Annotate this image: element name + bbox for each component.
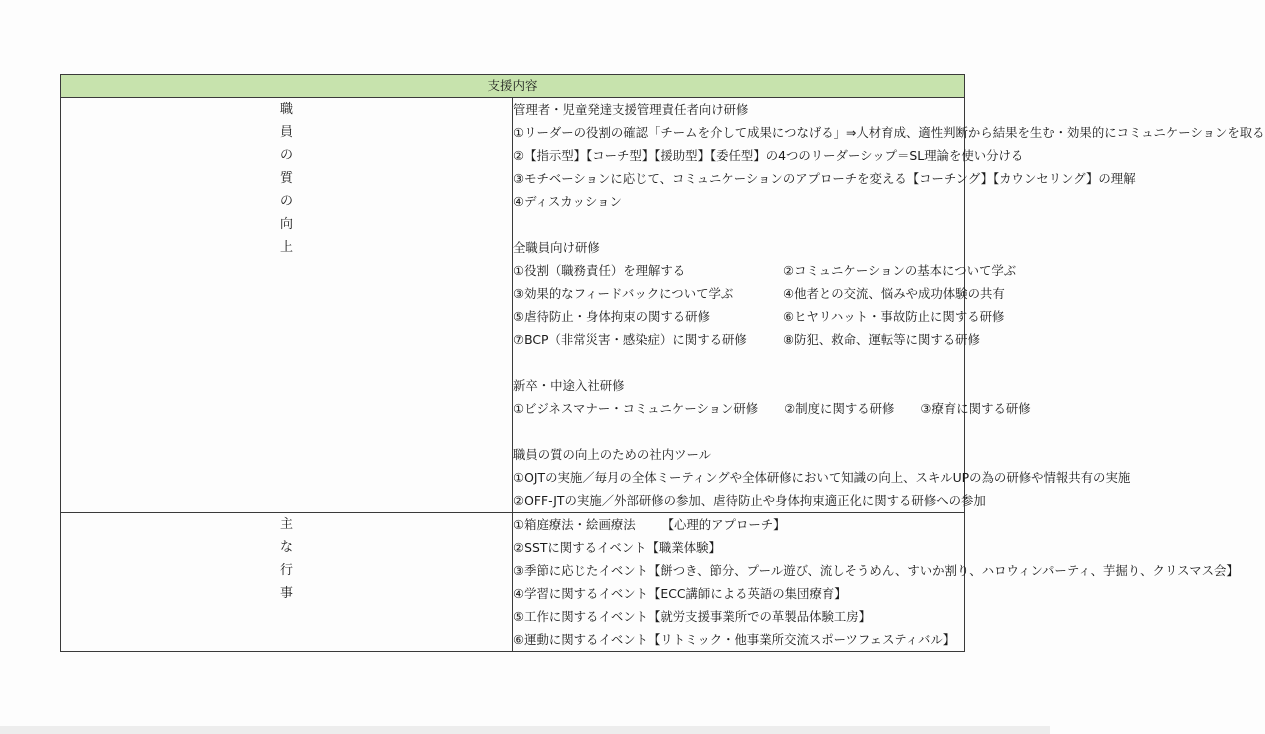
spacer xyxy=(513,351,964,374)
section-content-main-events xyxy=(513,513,1239,652)
event-item xyxy=(513,513,964,536)
new-hire-training-row xyxy=(513,397,1031,420)
section-row-staff-quality xyxy=(61,98,965,513)
section-content-staff-quality xyxy=(513,98,1265,513)
label-char: 上 xyxy=(279,240,293,255)
spacer xyxy=(513,420,964,443)
event-item: ④学習に関するイベント【ECC講師による英語の集団療育】 xyxy=(513,586,847,601)
all-staff-training-row xyxy=(513,305,1005,328)
section-label-staff-quality xyxy=(61,98,513,513)
all-staff-training-row xyxy=(513,328,980,351)
label-char: 主 xyxy=(279,517,293,532)
label-char: 職 xyxy=(279,102,293,117)
block-title-all-staff-training: 全職員向け研修 xyxy=(513,240,600,255)
internal-tool-item: ②OFF-JTの実施／外部研修の参加、虐待防止や身体拘束適正化に関する研修への参加 xyxy=(513,493,986,508)
training-item: ②コミュニケーションの基本について学ぶ xyxy=(783,263,1017,278)
training-item: ⑥ヒヤリハット・事故防止に関する研修 xyxy=(783,309,1005,324)
training-item: ②制度に関する研修 xyxy=(784,401,895,416)
block-title-manager-training: 管理者・児童発達支援管理責任者向け研修 xyxy=(513,102,749,117)
manager-training-item: ③モチベーションに応じて、コミュニケーションのアプローチを変える【コーチング】【カウンセリング】の理解 xyxy=(513,171,1136,186)
manager-training-item: ④ディスカッション xyxy=(513,194,622,209)
all-staff-training-row xyxy=(513,259,1017,282)
page-bottom-edge xyxy=(0,726,1050,734)
spacer xyxy=(513,213,964,236)
label-char: 事 xyxy=(279,586,293,601)
event-item: ②SSTに関するイベント【職業体験】 xyxy=(513,540,721,555)
section-label-main-events xyxy=(61,513,513,652)
training-item: ⑦BCP（非常災害・感染症）に関する研修 xyxy=(513,332,747,347)
label-char: の xyxy=(279,148,293,163)
label-char: 員 xyxy=(279,125,293,140)
label-char: 向 xyxy=(279,217,293,232)
block-title-new-hire-training: 新卒・中途入社研修 xyxy=(513,378,625,393)
all-staff-training-row xyxy=(513,282,1005,305)
training-item: ⑤虐待防止・身体拘束の関する研修 xyxy=(513,309,710,324)
internal-tool-item: ①OJTの実施／毎月の全体ミーティングや全体研修において知識の向上、スキルUPの為の研修や情報共有の実施 xyxy=(513,470,1131,485)
label-char: 質 xyxy=(279,171,293,186)
event-item: ⑤工作に関するイベント【就労支援事業所での革製品体験工房】 xyxy=(513,609,872,624)
training-item: ③療育に関する研修 xyxy=(920,401,1031,416)
event-note: 【心理的アプローチ】 xyxy=(661,517,786,532)
label-char: な xyxy=(279,540,293,555)
section-row-main-events xyxy=(61,513,965,652)
training-item: ⑧防犯、救命、運転等に関する研修 xyxy=(783,332,980,347)
event-item: ③季節に応じたイベント【餅つき、節分、プール遊び、流しそうめん、すいか割り、ハロウィンパーティ、芋掘り、クリスマス会】 xyxy=(513,563,1239,578)
training-item: ①役割（職務責任）を理解する xyxy=(513,263,686,278)
label-char: の xyxy=(279,194,293,209)
manager-training-item: ②【指示型】【コーチ型】【援助型】【委任型】の4つのリーダーシップ＝SL理論を使い分ける xyxy=(513,148,1024,163)
event-name: ①箱庭療法・絵画療法 xyxy=(513,517,636,532)
support-content-table xyxy=(60,74,1265,652)
table-header: 支援内容 xyxy=(61,75,965,98)
training-item: ③効果的なフィードバックについて学ぶ xyxy=(513,286,734,301)
manager-training-item: ①リーダーの役割の確認「チームを介して成果につなげる」⇒人材育成、適性判断から結果を生む・効果的にコミュニケーションを取る xyxy=(513,125,1265,140)
event-item: ⑥運動に関するイベント【リトミック・他事業所交流スポーツフェスティバル】 xyxy=(513,632,956,647)
training-item: ④他者との交流、悩みや成功体験の共有 xyxy=(783,286,1005,301)
label-char: 行 xyxy=(279,563,293,578)
training-item: ①ビジネスマナー・コミュニケーション研修 xyxy=(513,401,759,416)
block-title-internal-tools: 職員の質の向上のための社内ツール xyxy=(513,447,712,462)
header-row xyxy=(61,75,965,98)
